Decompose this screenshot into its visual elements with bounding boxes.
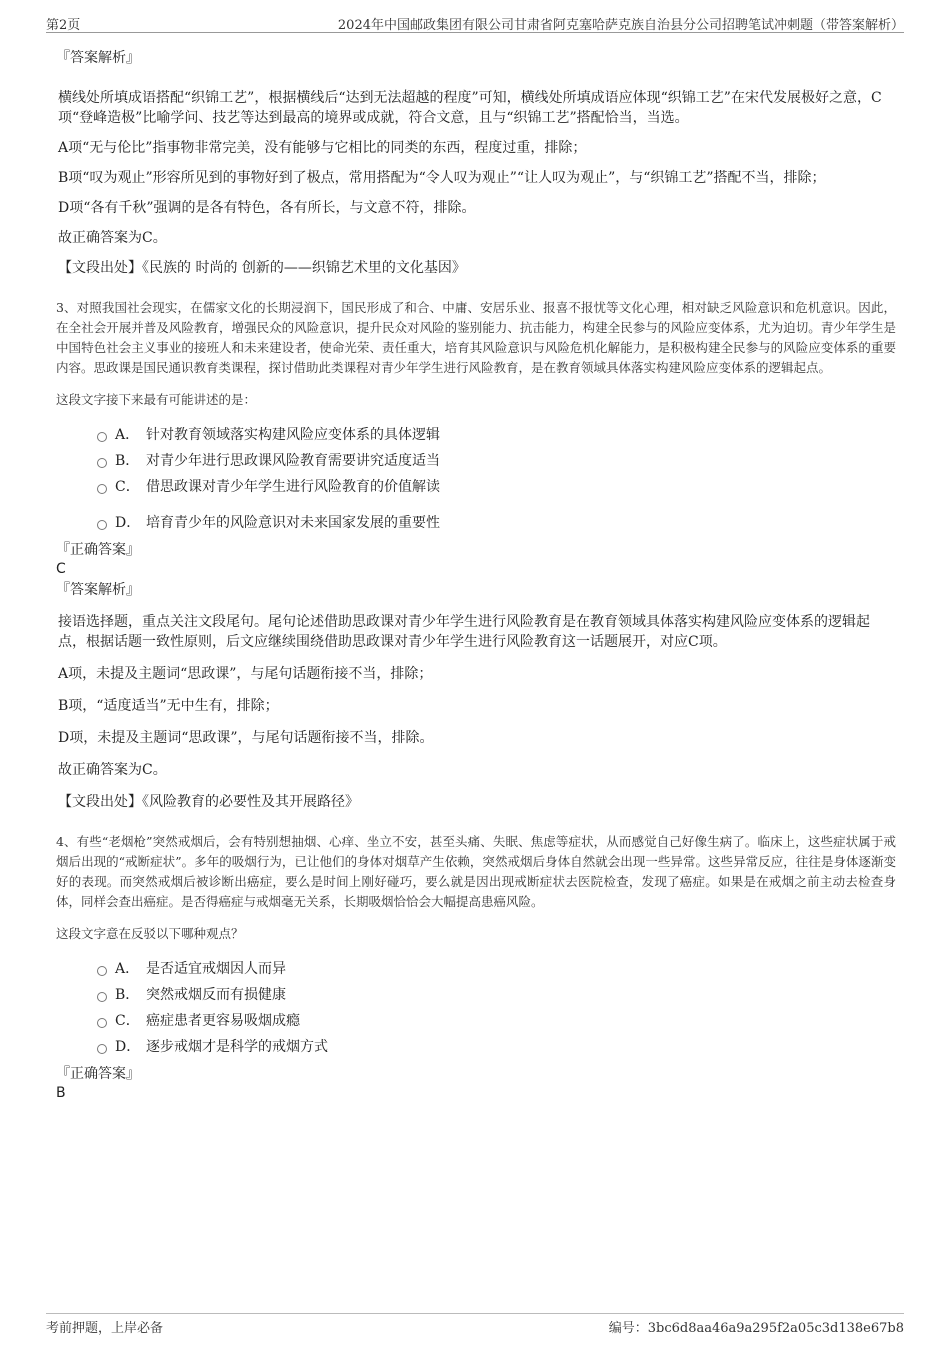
option-b[interactable] <box>56 982 896 1008</box>
radio-icon[interactable] <box>97 1044 107 1054</box>
analysis-paragraph: B项“叹为观止”形容所见到的事物好到了极点，常用搭配为“令人叹为观止”“让人叹为观止”，与“织锦工艺”搭配不当，排除； <box>58 170 826 186</box>
page-header <box>46 12 904 33</box>
option-text: 针对教育领域落实构建风险应变体系的具体逻辑 <box>146 427 440 443</box>
document-body <box>56 40 896 1102</box>
analysis-paragraph: D项“各有千秋”强调的是各有特色，各有所长，与文意不符，排除。 <box>58 200 476 216</box>
radio-icon[interactable] <box>97 520 107 530</box>
analysis-paragraph: 横线处所填成语搭配“织锦工艺”，根据横线后“达到无法超越的程度”可知，横线处所填成语应体现“织锦工艺”在宋代发展极好之意，C项“登峰造极”比喻学问、技艺等达到最高的境界或成就，符合文意，且与“织锦工艺”搭配恰当，当选。 <box>58 90 882 126</box>
page-number: 第2页 <box>46 18 81 33</box>
option-letter: C． <box>115 1013 140 1029</box>
option-text: 突然戒烟反而有损健康 <box>146 987 286 1003</box>
option-list <box>56 956 896 1060</box>
option-a[interactable] <box>56 422 896 448</box>
page-footer <box>46 1313 904 1334</box>
radio-icon[interactable] <box>97 1018 107 1028</box>
question-3 <box>56 298 896 812</box>
option-list <box>56 422 896 536</box>
correct-answer-label: 『正确答案』 <box>56 1066 140 1082</box>
question-text: 3、对照我国社会现实，在儒家文化的长期浸润下，国民形成了和合、中庸、安居乐业、报喜不报忧等文化心理，相对缺乏风险意识和危机意识。因此，在全社会开展并普及风险教育，增强民众的风险意识，提升民众对风险的鉴别能力、抗击能力，构建全民参与的风险应变体系，尤为迫切。青少年学生是中国特色社会主义事业的接班人和未来建设者，使命光荣、责任重大，培育其风险意识与风险危机化解能力，是积极构建全民参与的风险应变体系的重要内容。思政课是国民通识教育类课程，探讨借助此类课程对青少年学生进行风险教育，是在教育领域具体落实构建风险应变体系的逻辑起点。 <box>56 300 896 375</box>
analysis-label: 『答案解析』 <box>56 582 140 598</box>
radio-icon[interactable] <box>97 458 107 468</box>
option-letter: B． <box>115 453 140 469</box>
option-b[interactable] <box>56 448 896 474</box>
option-a[interactable] <box>56 956 896 982</box>
source-citation: 【文段出处】《民族的 时尚的 创新的——织锦艺术里的文化基因》 <box>58 260 466 276</box>
option-text: 是否适宜戒烟因人而异 <box>146 961 286 977</box>
analysis-paragraph: 接语选择题，重点关注文段尾句。尾句论述借助思政课对青少年学生进行风险教育是在教育领域具体落实构建风险应变体系的逻辑起点，根据话题一致性原则，后文应继续围绕借助思政课对青少年学生进行风险教育这一话题展开，对应C项。 <box>58 614 870 650</box>
document-title: 2024年中国邮政集团有限公司甘肃省阿克塞哈萨克族自治县分公司招聘笔试冲刺题（带答案解析） <box>337 18 904 33</box>
analysis-paragraph: 故正确答案为C。 <box>58 230 167 246</box>
document-id: 编号：3bc6d8aa46a9a295f2a05c3d138e67b8 <box>608 1321 904 1336</box>
option-letter: C． <box>115 479 140 495</box>
option-letter: D． <box>115 1039 141 1055</box>
question-prompt: 这段文字意在反驳以下哪种观点？ <box>56 926 244 941</box>
option-d[interactable] <box>56 510 896 536</box>
option-d[interactable] <box>56 1034 896 1060</box>
radio-icon[interactable] <box>97 484 107 494</box>
option-c[interactable] <box>56 474 896 500</box>
option-letter: A． <box>115 961 140 977</box>
option-text: 癌症患者更容易吸烟成瘾 <box>146 1013 300 1029</box>
q2-analysis-section <box>56 48 896 278</box>
correct-answer-label: 『正确答案』 <box>56 542 140 558</box>
footer-slogan: 考前押题，上岸必备 <box>46 1321 164 1336</box>
option-text: 培育青少年的风险意识对未来国家发展的重要性 <box>146 515 440 531</box>
correct-answer: B <box>56 1085 66 1101</box>
analysis-paragraph: A项“无与伦比”指事物非常完美，没有能够与它相比的同类的东西，程度过重，排除； <box>58 140 587 156</box>
option-text: 逐步戒烟才是科学的戒烟方式 <box>146 1039 328 1055</box>
radio-icon[interactable] <box>97 966 107 976</box>
radio-icon[interactable] <box>97 432 107 442</box>
option-text: 对青少年进行思政课风险教育需要讲究适度适当 <box>146 453 440 469</box>
question-prompt: 这段文字接下来最有可能讲述的是： <box>56 392 257 407</box>
option-letter: B． <box>115 987 140 1003</box>
analysis-label: 『答案解析』 <box>56 50 140 66</box>
analysis-paragraph: D项，未提及主题词“思政课”，与尾句话题衔接不当，排除。 <box>58 730 434 746</box>
option-letter: D． <box>115 515 141 531</box>
radio-icon[interactable] <box>97 992 107 1002</box>
source-citation: 【文段出处】《风险教育的必要性及其开展路径》 <box>58 794 359 810</box>
analysis-paragraph: B项，“适度适当”无中生有，排除； <box>58 698 279 714</box>
analysis-paragraph: A项，未提及主题词“思政课”，与尾句话题衔接不当，排除； <box>58 666 433 682</box>
correct-answer: C <box>56 561 66 577</box>
option-c[interactable] <box>56 1008 896 1034</box>
question-text: 4、有些“老烟枪”突然戒烟后，会有特别想抽烟、心痒、坐立不安，甚至头痛、失眠、焦虑等症状，从而感觉自己好像生病了。临床上，这些症状属于戒烟后出现的“戒断症状”。多年的吸烟行为，已让他们的身体对烟草产生依赖，突然戒烟后身体自然就会出现一些异常。这些异常反应，往往是身体逐渐变好的表现。而突然戒烟后被诊断出癌症，要么是时间上刚好碰巧，要么就是因出现戒断症状去医院检查，发现了癌症。如果是在戒烟之前主动去检查身体，同样会查出癌症。是否得癌症与戒烟毫无关系，长期吸烟恰恰会大幅提高患癌风险。 <box>56 834 896 909</box>
analysis-paragraph: 故正确答案为C。 <box>58 762 167 778</box>
question-4 <box>56 832 896 1102</box>
option-letter: A． <box>115 427 140 443</box>
option-text: 借思政课对青少年学生进行风险教育的价值解读 <box>146 479 440 495</box>
